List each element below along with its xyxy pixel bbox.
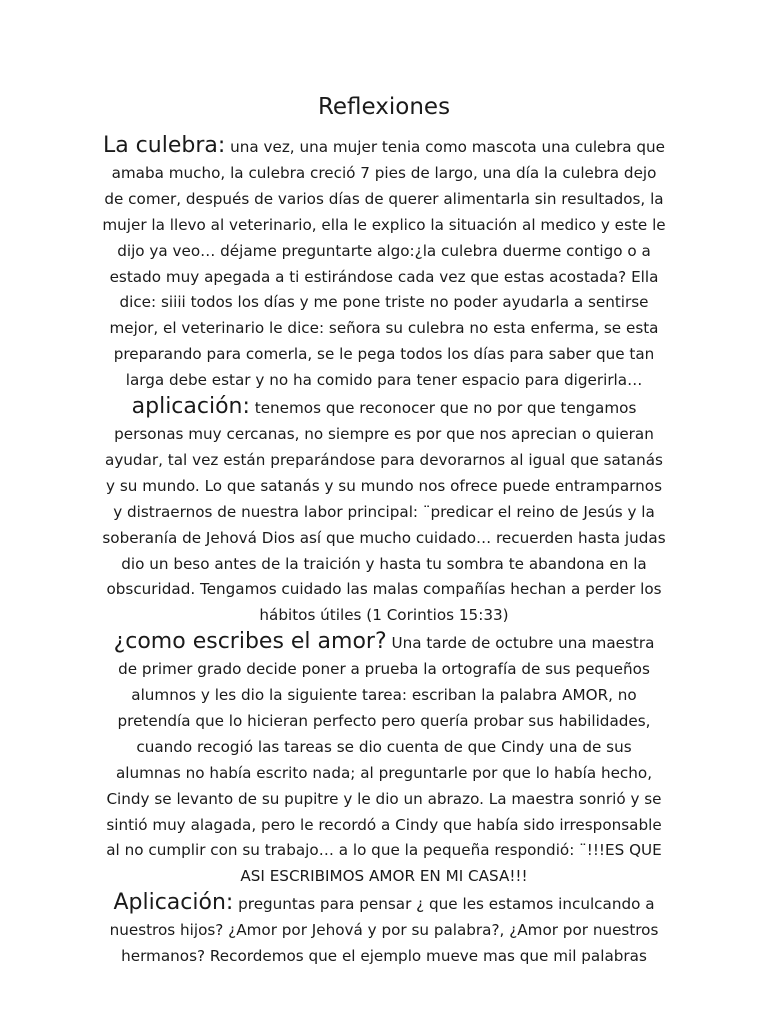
document-body [102,133,666,970]
application-heading-1: aplicación: [131,394,250,420]
section-text-la-culebra: una vez, una mujer tenia como mascota una culebra que amaba mucho, la culebra creció 7 pies de largo, una día la culebra dejo de comer, después de varios días de querer alimentarla sin resultados, la mujer la llevo al veterinario, ella le explico la situación al medico y este le dijo ya veo… déjame preguntarte algo:¿la culebra duerme contigo o a estado muy apegada a ti estirándose cada vez que estas acostada? Ella dice: siiii todos los días y me pone triste no poder ayudarla a sentirse mejor, el veterinario le dice: señora su culebra no esta enferma, se esta preparando para comerla, se le pega todos los días para saber que tan larga debe estar y no ha comido para tener espacio para digerirla… [102,138,666,390]
page-title: Reflexiones [317,94,451,120]
section-text-como-escribes: Una tarde de octubre una maestra de primer grado decide poner a prueba la ortografía de sus pequeños alumnos y les dio la siguiente tarea: escriban la palabra AMOR, no pretendía que lo hicieran perfecto pero quería probar sus habilidades, cuando recogió las tareas se dio cuenta de que Cindy una de sus alumnas no había escrito nada; al preguntarle por que lo había hecho, Cindy se levanto de su pupitre y le dio un abrazo. La maestra sonrió y se sintió muy alagada, pero le recordó a Cindy que había sido irresponsable al no cumplir con su trabajo… a lo que la pequeña respondió: ¨!!!ES QUE ASI ESCRIBIMOS AMOR EN MI CASA!!! [106,634,662,886]
application-heading-2: Aplicación: [113,890,234,916]
application-text-2: preguntas para pensar ¿ que les estamos inculcando a nuestros hijos? ¿Amor por Jehová y por su palabra?, ¿Amor por nuestros hermanos? Recordemos que el ejemplo mueve mas que mil palabras [109,895,659,966]
application-text-1: tenemos que reconocer que no por que tengamos personas muy cercanas, no siempre es por que nos aprecian o quieran ayudar, tal vez están preparándose para devorarnos al igual que satanás y su mundo. Lo que satanás y su mundo nos ofrece puede entramparnos y distraernos de nuestra labor principal: ¨predicar el reino de Jesús y la soberanía de Jehová Dios así que mucho cuidado… recuerden hasta judas dio un beso antes de la traición y hasta tu sombra te abandona en la obscuridad. Tengamos cuidado las malas compañías hechan a perder los hábitos útiles (1 Corintios 15:33) [102,399,666,625]
section-heading-la-culebra: La culebra: [102,133,226,158]
section-heading-como-escribes: ¿como escribes el amor? [113,629,387,655]
